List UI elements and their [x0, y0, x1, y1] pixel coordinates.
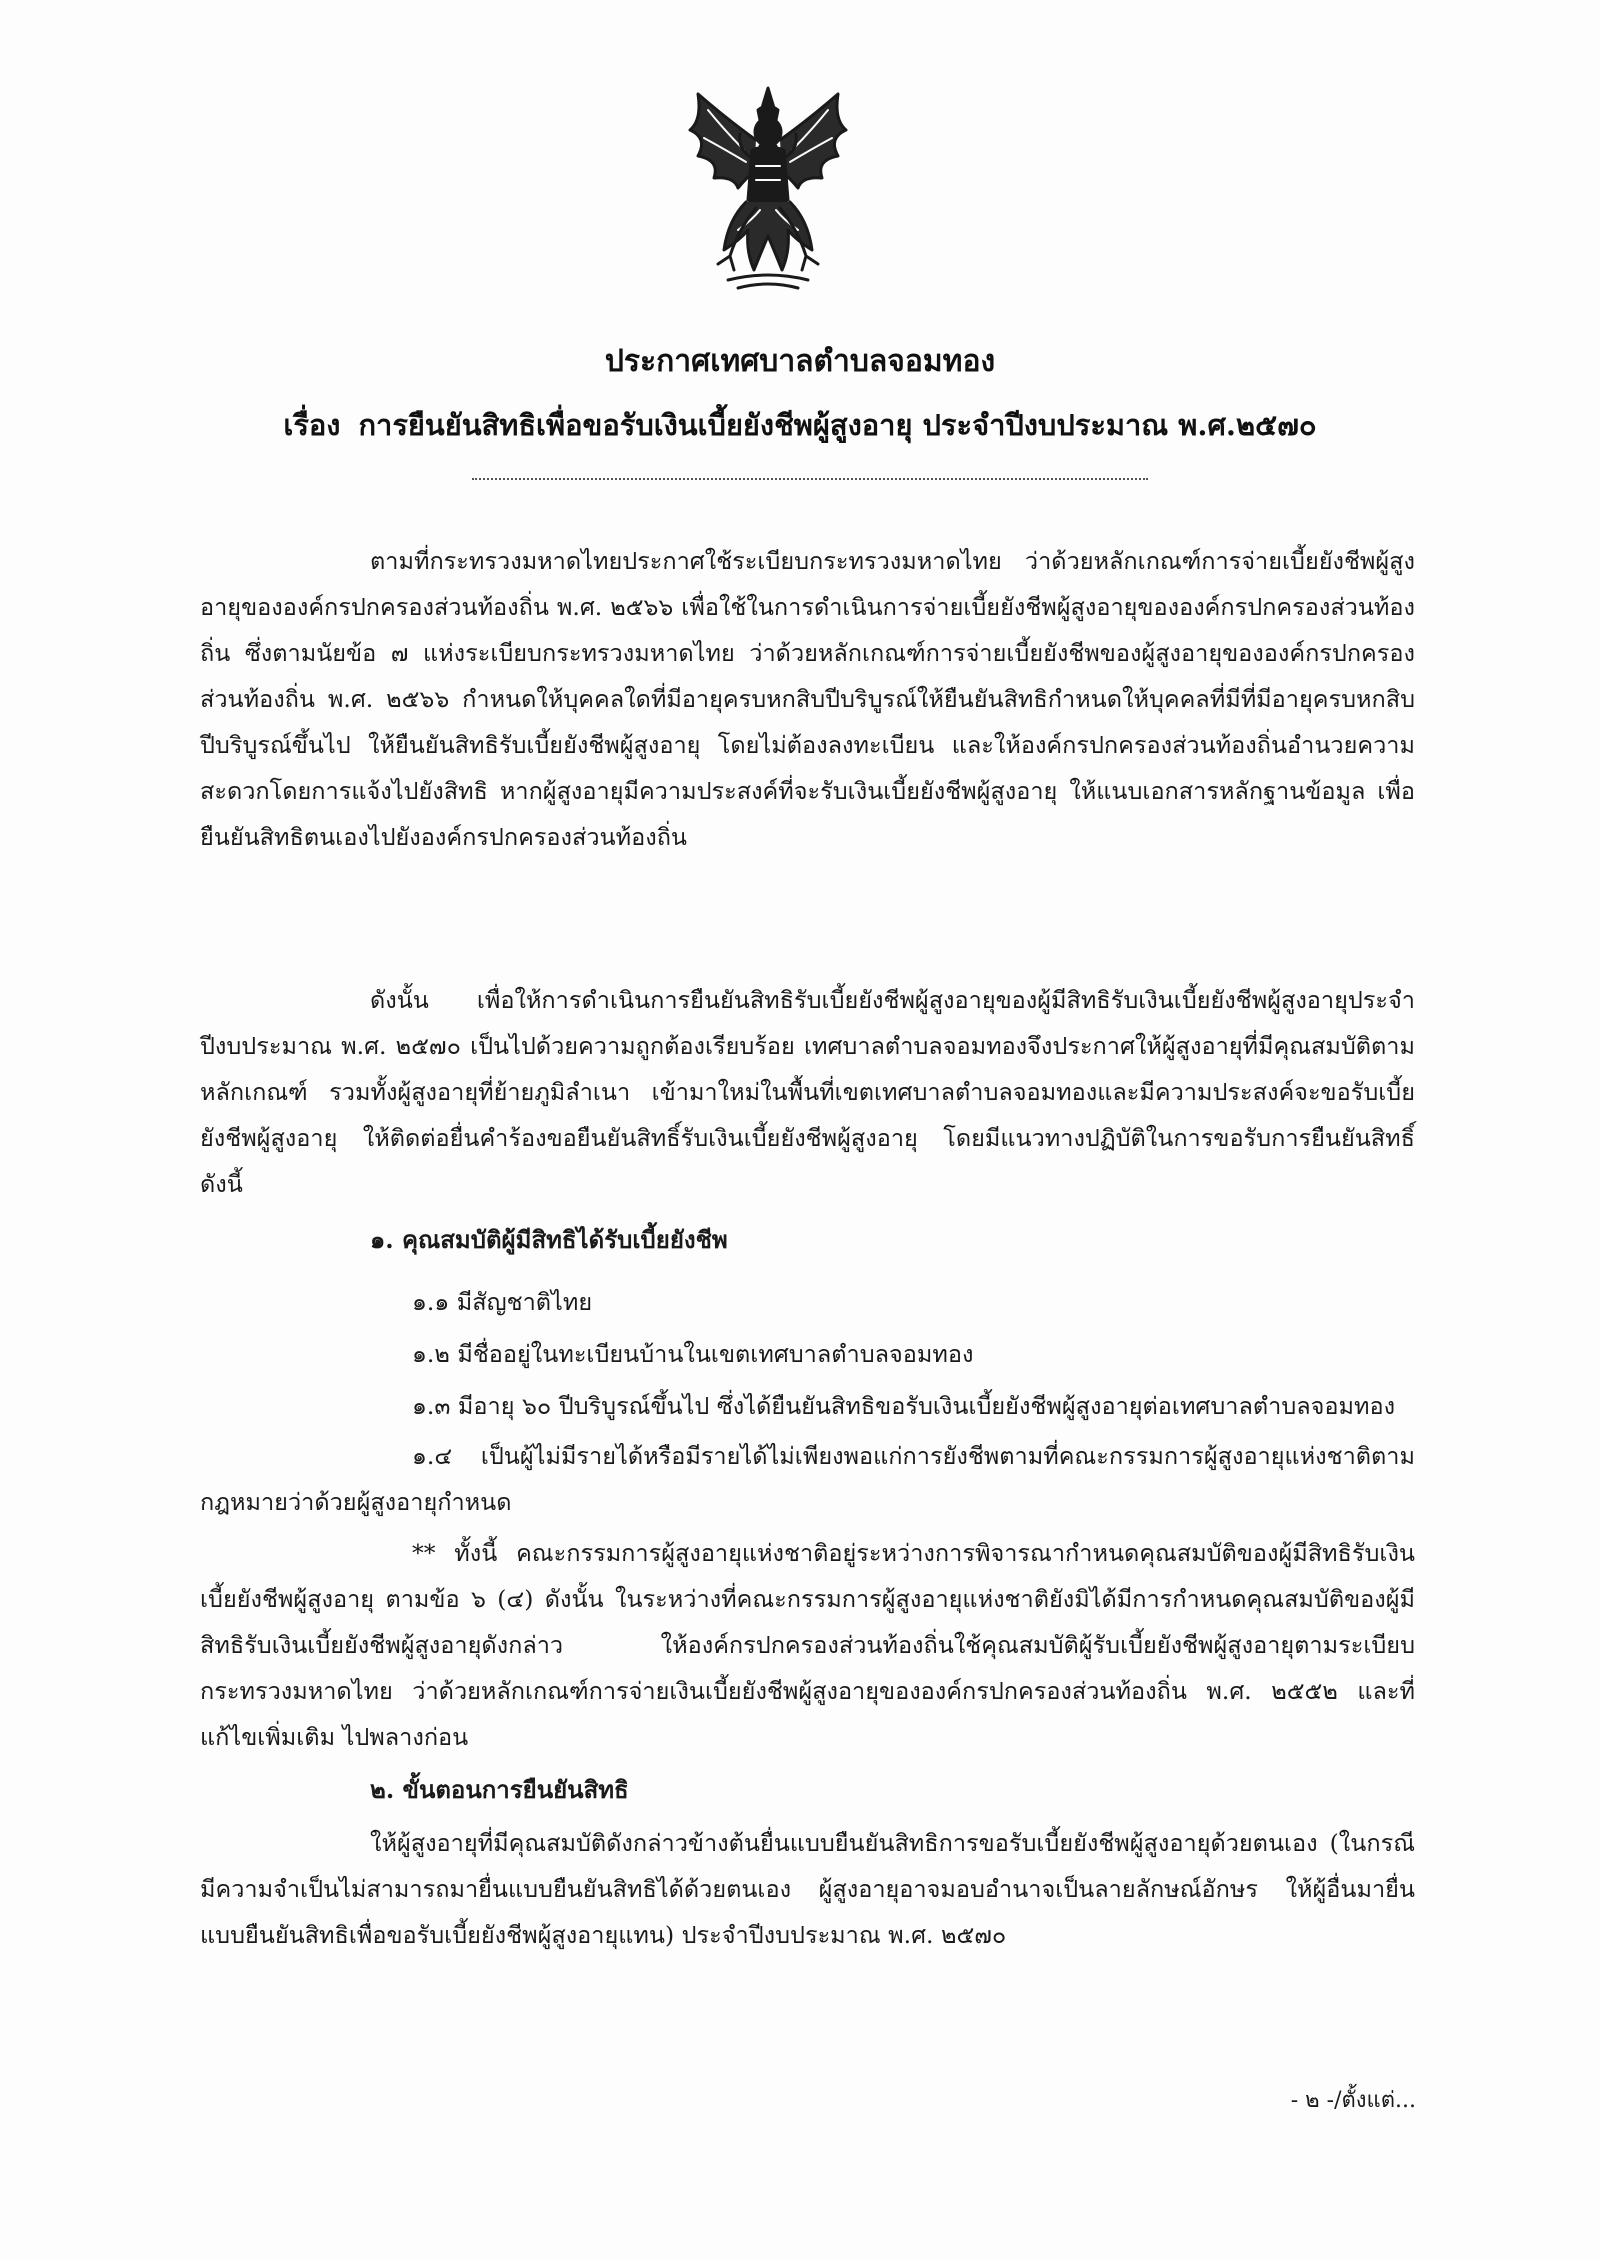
body-paragraph-2: ดังนั้น เพื่อให้การดำเนินการยืนยันสิทธิรับเบี้ยยังชีพผู้สูงอายุของผู้มีสิทธิรับเงินเบี้ยยังชีพผู้สูงอายุประจำปีงบประมาณ พ.ศ. ๒๕๗๐ เป็นไปด้วยความถูกต้องเรียบร้อย เทศบาลตำบลจอมทองจึงประกาศให้ผู้สูงอายุที่มีคุณสมบัติตามหลักเกณฑ์ รวมทั้งผู้สูงอายุที่ย้ายภูมิลำเนา เข้ามาใหม่ในพื้นที่เขตเทศบาลตำบลจอมทองและมีความประสงค์จะขอรับเบี้ยยังชีพผู้สูงอายุ ให้ติดต่อยื่นคำร้องขอยืนยันสิทธิ์รับเงินเบี้ยยังชีพผู้สูงอายุ โดยมีแนวทางปฏิบัติในการขอรับการยืนยันสิทธิ์ ดังนี้: [200, 986, 1415, 1198]
subject-text: การยืนยันสิทธิเพื่อขอรับเงินเบี้ยยังชีพผู้สูงอายุ ประจำปีงบประมาณ พ.ศ.๒๕๗๐: [358, 408, 1317, 442]
section-2-heading: ๒. ขั้นตอนการยืนยันสิทธิ: [370, 1775, 629, 1804]
body-paragraph-3: ให้ผู้สูงอายุที่มีคุณสมบัติดังกล่าวข้างต้นยื่นแบบยืนยันสิทธิการขอรับเบี้ยยังชีพผู้สูงอายุด้วยตนเอง (ในกรณี มีความจำเป็นไม่สามารถมายื่นแบบยืนยันสิทธิได้ด้วยตนเอง ผู้สูงอายุอาจมอบอำนาจเป็นลายลักษณ์อักษร ให้ผู้อื่นมายื่นแบบยืนยันสิทธิเพื่อขอรับเบี้ยยังชีพผู้สูงอายุแทน) ประจำปีงบประมาณ พ.ศ. ๒๕๗๐: [200, 1829, 1415, 1949]
section-1-heading: ๑. คุณสมบัติผู้มีสิทธิได้รับเบี้ยยังชีพ: [370, 1225, 728, 1254]
subject-label: เรื่อง: [283, 408, 341, 442]
body-paragraph-1: ตามที่กระทรวงมหาดไทยประกาศใช้ระเบียบกระทรวงมหาดไทย ว่าด้วยหลักเกณฑ์การจ่ายเบี้ยยังชีพผู้สูงอายุขององค์กรปกครองส่วนท้องถิ่น พ.ศ. ๒๕๖๖ เพื่อใช้ในการดำเนินการจ่ายเบี้ยยังชีพผู้สูงอายุขององค์กรปกครองส่วนท้องถิ่น ซึ่งตามนัยข้อ ๗ แห่งระเบียบกระทรวงมหาดไทย ว่าด้วยหลักเกณฑ์การจ่ายเบี้ยยังชีพของผู้สูงอายุขององค์กรปกครองส่วนท้องถิ่น พ.ศ. ๒๕๖๖ กำหนดให้บุคคลใดที่มีอายุครบหกสิบปีบริบูรณ์ให้ยืนยันสิทธิกำหนดให้บุคคลที่มีที่มีอายุครบหกสิบปีบริบูรณ์ขึ้นไป ให้ยืนยันสิทธิรับเบี้ยยังชีพผู้สูงอายุ โดยไม่ต้องลงทะเบียน และให้องค์กรปกครองส่วนท้องถิ่นอำนวยความสะดวกโดยการแจ้งไปยังสิทธิ หากผู้สูงอายุมีความประสงค์ที่จะรับเงินเบี้ยยังชีพผู้สูงอายุ ให้แนบเอกสารหลักฐานข้อมูล เพื่อยืนยันสิทธิตนเองไปยังองค์กรปกครองส่วนท้องถิ่น: [200, 547, 1415, 851]
title-divider: [472, 478, 1148, 480]
list-item-1-1: ๑.๑ มีสัญชาติไทย: [412, 1288, 593, 1316]
garuda-emblem-icon: [668, 80, 868, 300]
list-item-1-2: ๑.๒ มีชื่ออยู่ในทะเบียนบ้านในเขตเทศบาลตำบลจอมทอง: [412, 1340, 974, 1368]
announcement-title: ประกาศเทศบาลตำบลจอมทอง: [604, 344, 996, 379]
page-continuation: - ๒ -/ตั้งแต่...: [1290, 2088, 1416, 2113]
list-item-1-3: ๑.๓ มีอายุ ๖๐ ปีบริบูรณ์ขึ้นไป ซึ่งได้ยืนยันสิทธิขอรับเงินเบี้ยยังชีพผู้สูงอายุต่อเทศบาลตำบลจอมทอง: [412, 1392, 1396, 1420]
note-paragraph: ** ทั้งนี้ คณะกรรมการผู้สูงอายุแห่งชาติอยู่ระหว่างการพิจารณากำหนดคุณสมบัติของผู้มีสิทธิรับเงิน เบี้ยยังชีพผู้สูงอายุ ตามข้อ ๖ (๔) ดังนั้น ในระหว่างที่คณะกรรมการผู้สูงอายุแห่งชาติยังมิได้มีการกำหนดคุณสมบัติของผู้มีสิทธิรับเงินเบี้ยยังชีพผู้สูงอายุดังกล่าว ให้องค์กรปกครองส่วนท้องถิ่นใช้คุณสมบัติผู้รับเบี้ยยังชีพผู้สูงอายุตามระเบียบกระทรวงมหาดไทย ว่าด้วยหลักเกณฑ์การจ่ายเงินเบี้ยยังชีพผู้สูงอายุขององค์กรปกครองส่วนท้องถิ่น พ.ศ. ๒๕๕๒ และที่แก้ไขเพิ่มเติม ไปพลางก่อน: [200, 1539, 1415, 1751]
list-item-1-4: ๑.๔ เป็นผู้ไม่มีรายได้หรือมีรายได้ไม่เพียงพอแก่การยังชีพตามที่คณะกรรมการผู้สูงอายุแห่งชาติตามกฎหมายว่าด้วยผู้สูงอายุกำหนด: [200, 1442, 1415, 1516]
announcement-subject: [0, 402, 1600, 448]
